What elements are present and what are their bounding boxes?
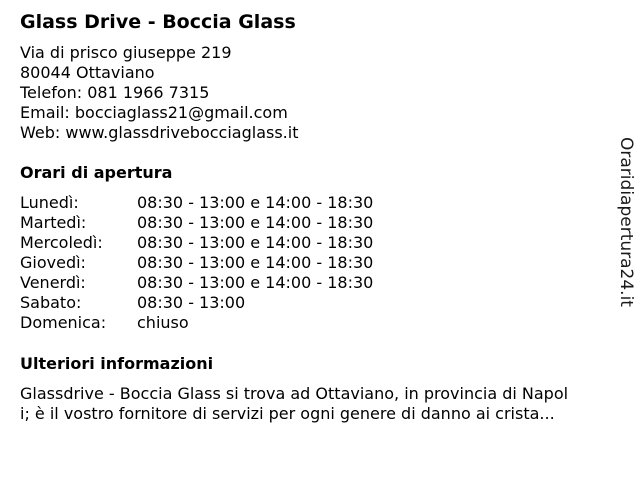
- hours-time: chiuso: [137, 313, 189, 332]
- hours-day: Mercoledì:: [20, 233, 103, 252]
- more-info-heading: Ulteriori informazioni: [20, 354, 214, 373]
- hours-day: Venerdì:: [20, 273, 86, 292]
- opening-hours-heading: Orari di apertura: [20, 163, 173, 182]
- hours-day: Martedì:: [20, 213, 87, 232]
- phone-line[interactable]: Telefon: 081 1966 7315: [20, 83, 210, 102]
- address-street: Via di prisco giuseppe 219: [20, 43, 232, 62]
- hours-time: 08:30 - 13:00 e 14:00 - 18:30: [137, 213, 374, 232]
- hours-time: 08:30 - 13:00 e 14:00 - 18:30: [137, 193, 374, 212]
- description-line-1: Glassdrive - Boccia Glass si trova ad Ottaviano, in provincia di Napol: [20, 384, 569, 403]
- hours-day: Giovedì:: [20, 253, 86, 272]
- hours-day: Lunedì:: [20, 193, 79, 212]
- hours-time: 08:30 - 13:00 e 14:00 - 18:30: [137, 233, 374, 252]
- hours-time: 08:30 - 13:00 e 14:00 - 18:30: [137, 273, 374, 292]
- hours-day: Domenica:: [20, 313, 107, 332]
- hours-day: Sabato:: [20, 293, 82, 312]
- address-city: 80044 Ottaviano: [20, 63, 155, 82]
- description-line-2: i; è il vostro fornitore di servizi per ogni genere di danno ai crista...: [20, 404, 555, 423]
- web-line[interactable]: Web: www.glassdrivebocciaglass.it: [20, 123, 299, 142]
- business-description: [20, 384, 620, 424]
- email-line[interactable]: Email: bocciaglass21@gmail.com: [20, 103, 288, 122]
- business-name: Glass Drive - Boccia Glass: [20, 11, 296, 33]
- site-watermark: Oraridiapertura24.it: [616, 137, 636, 307]
- hours-time: 08:30 - 13:00 e 14:00 - 18:30: [137, 253, 374, 272]
- hours-time: 08:30 - 13:00: [137, 293, 246, 312]
